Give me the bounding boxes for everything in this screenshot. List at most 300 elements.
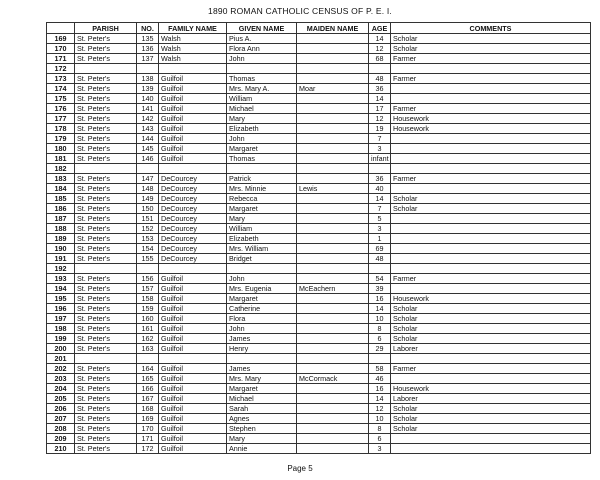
cell-maiden-name [297, 304, 369, 314]
page-number: Page 5 [287, 464, 313, 473]
cell-maiden-name [297, 344, 369, 354]
cell-family-name: Walsh [159, 54, 227, 64]
cell-maiden-name [297, 64, 369, 74]
cell-family-name: Guilfoil [159, 154, 227, 164]
cell-given-name: Mrs. Mary [227, 374, 297, 384]
cell-number: 149 [137, 194, 159, 204]
cell-parish: St. Peter's [75, 384, 137, 394]
table-row [47, 194, 591, 204]
cell-age: 36 [369, 84, 391, 94]
cell-maiden-name [297, 134, 369, 144]
cell-given-name: Rebecca [227, 194, 297, 204]
cell-parish: St. Peter's [75, 444, 137, 454]
census-table-body [47, 34, 591, 454]
cell-row-number: 169 [47, 34, 75, 44]
cell-parish: St. Peter's [75, 274, 137, 284]
cell-row-number: 206 [47, 404, 75, 414]
cell-comments [391, 234, 591, 244]
cell-row-number: 208 [47, 424, 75, 434]
cell-number: 156 [137, 274, 159, 284]
cell-row-number: 209 [47, 434, 75, 444]
cell-comments [391, 184, 591, 194]
cell-parish: St. Peter's [75, 94, 137, 104]
cell-given-name: Margaret [227, 384, 297, 394]
cell-family-name: DeCourcey [159, 204, 227, 214]
cell-age: 1 [369, 234, 391, 244]
cell-given-name: Agnes [227, 414, 297, 424]
cell-parish [75, 64, 137, 74]
cell-age: 46 [369, 374, 391, 384]
cell-age: 8 [369, 424, 391, 434]
table-row [47, 294, 591, 304]
table-row [47, 104, 591, 114]
cell-age: 12 [369, 44, 391, 54]
cell-given-name: Patrick [227, 174, 297, 184]
cell-given-name: William [227, 94, 297, 104]
cell-given-name: William [227, 224, 297, 234]
cell-given-name: Mary [227, 114, 297, 124]
cell-comments [391, 84, 591, 94]
cell-family-name: DeCourcey [159, 224, 227, 234]
cell-maiden-name [297, 444, 369, 454]
cell-row-number: 201 [47, 354, 75, 364]
cell-given-name: Elizabeth [227, 124, 297, 134]
table-row [47, 154, 591, 164]
cell-parish: St. Peter's [75, 44, 137, 54]
cell-maiden-name [297, 314, 369, 324]
cell-row-number: 184 [47, 184, 75, 194]
cell-row-number: 171 [47, 54, 75, 64]
cell-comments: Farmer [391, 54, 591, 64]
cell-row-number: 207 [47, 414, 75, 424]
cell-given-name: John [227, 134, 297, 144]
cell-comments [391, 264, 591, 274]
cell-number: 169 [137, 414, 159, 424]
cell-parish: St. Peter's [75, 364, 137, 374]
cell-family-name: Guilfoil [159, 134, 227, 144]
cell-parish: St. Peter's [75, 284, 137, 294]
table-row [47, 114, 591, 124]
cell-comments [391, 374, 591, 384]
cell-parish: St. Peter's [75, 234, 137, 244]
cell-given-name: Mrs. William [227, 244, 297, 254]
table-row [47, 344, 591, 354]
cell-family-name: Guilfoil [159, 444, 227, 454]
cell-family-name: Guilfoil [159, 74, 227, 84]
cell-row-number: 170 [47, 44, 75, 54]
table-row [47, 94, 591, 104]
cell-given-name: Mrs. Mary A. [227, 84, 297, 94]
table-row [47, 44, 591, 54]
cell-comments: Scholar [391, 204, 591, 214]
cell-comments: Scholar [391, 44, 591, 54]
table-row [47, 404, 591, 414]
cell-family-name: Guilfoil [159, 334, 227, 344]
cell-maiden-name [297, 144, 369, 154]
cell-parish: St. Peter's [75, 174, 137, 184]
cell-family-name [159, 354, 227, 364]
cell-age: 10 [369, 414, 391, 424]
cell-maiden-name: Lewis [297, 184, 369, 194]
cell-family-name: Guilfoil [159, 304, 227, 314]
table-row [47, 274, 591, 284]
cell-number [137, 164, 159, 174]
cell-maiden-name [297, 124, 369, 134]
cell-given-name [227, 264, 297, 274]
cell-comments [391, 284, 591, 294]
table-row [47, 84, 591, 94]
cell-given-name: Bridget [227, 254, 297, 264]
cell-parish: St. Peter's [75, 114, 137, 124]
column-header-parish: PARISH [75, 23, 137, 34]
cell-row-number: 176 [47, 104, 75, 114]
cell-family-name: Guilfoil [159, 314, 227, 324]
cell-comments [391, 164, 591, 174]
cell-age: 14 [369, 34, 391, 44]
cell-comments: Housework [391, 114, 591, 124]
cell-comments: Scholar [391, 334, 591, 344]
table-row [47, 224, 591, 234]
cell-row-number: 183 [47, 174, 75, 184]
cell-maiden-name [297, 294, 369, 304]
cell-comments: Housework [391, 384, 591, 394]
cell-maiden-name [297, 434, 369, 444]
cell-age: 16 [369, 384, 391, 394]
cell-age: 68 [369, 54, 391, 64]
cell-comments [391, 134, 591, 144]
table-header-row [47, 23, 591, 34]
cell-row-number: 195 [47, 294, 75, 304]
cell-maiden-name [297, 394, 369, 404]
cell-number: 137 [137, 54, 159, 64]
cell-given-name: Mary [227, 434, 297, 444]
cell-number: 144 [137, 134, 159, 144]
cell-age: 14 [369, 394, 391, 404]
cell-parish: St. Peter's [75, 374, 137, 384]
cell-age: 7 [369, 204, 391, 214]
cell-number: 143 [137, 124, 159, 134]
cell-comments [391, 144, 591, 154]
cell-given-name: Catherine [227, 304, 297, 314]
cell-number: 161 [137, 324, 159, 334]
cell-maiden-name [297, 204, 369, 214]
cell-comments: Scholar [391, 34, 591, 44]
cell-number: 165 [137, 374, 159, 384]
cell-row-number: 203 [47, 374, 75, 384]
cell-family-name: Guilfoil [159, 294, 227, 304]
table-row [47, 214, 591, 224]
cell-family-name: DeCourcey [159, 244, 227, 254]
cell-number: 171 [137, 434, 159, 444]
cell-given-name: Mrs. Eugenia [227, 284, 297, 294]
table-row [47, 304, 591, 314]
cell-number: 172 [137, 444, 159, 454]
cell-parish: St. Peter's [75, 54, 137, 64]
cell-parish: St. Peter's [75, 324, 137, 334]
cell-parish: St. Peter's [75, 184, 137, 194]
cell-age [369, 264, 391, 274]
cell-row-number: 172 [47, 64, 75, 74]
cell-given-name: Margaret [227, 294, 297, 304]
cell-given-name: Flora Ann [227, 44, 297, 54]
cell-parish: St. Peter's [75, 124, 137, 134]
cell-family-name: Guilfoil [159, 414, 227, 424]
cell-age: 8 [369, 324, 391, 334]
cell-number: 159 [137, 304, 159, 314]
cell-given-name: John [227, 54, 297, 64]
cell-maiden-name [297, 354, 369, 364]
cell-number: 154 [137, 244, 159, 254]
cell-comments [391, 244, 591, 254]
cell-comments [391, 64, 591, 74]
cell-age: 40 [369, 184, 391, 194]
cell-age: 14 [369, 304, 391, 314]
cell-comments [391, 214, 591, 224]
cell-comments: Laborer [391, 394, 591, 404]
cell-family-name: Guilfoil [159, 364, 227, 374]
cell-family-name: DeCourcey [159, 214, 227, 224]
cell-comments: Housework [391, 124, 591, 134]
cell-family-name: Guilfoil [159, 434, 227, 444]
table-row [47, 204, 591, 214]
cell-comments: Scholar [391, 324, 591, 334]
cell-maiden-name [297, 234, 369, 244]
cell-given-name: Mrs. Minnie [227, 184, 297, 194]
cell-family-name: Guilfoil [159, 404, 227, 414]
cell-row-number: 186 [47, 204, 75, 214]
table-row [47, 284, 591, 294]
cell-age: 14 [369, 94, 391, 104]
cell-row-number: 204 [47, 384, 75, 394]
cell-family-name: Guilfoil [159, 284, 227, 294]
cell-age: infant [369, 154, 391, 164]
cell-age: 3 [369, 444, 391, 454]
cell-age: 3 [369, 144, 391, 154]
cell-family-name: Guilfoil [159, 144, 227, 154]
cell-number: 163 [137, 344, 159, 354]
cell-family-name [159, 64, 227, 74]
cell-family-name: Guilfoil [159, 384, 227, 394]
cell-given-name [227, 164, 297, 174]
table-row [47, 254, 591, 264]
cell-row-number: 175 [47, 94, 75, 104]
cell-row-number: 180 [47, 144, 75, 154]
table-row [47, 324, 591, 334]
cell-parish: St. Peter's [75, 204, 137, 214]
cell-number: 167 [137, 394, 159, 404]
cell-given-name: James [227, 334, 297, 344]
cell-number: 160 [137, 314, 159, 324]
cell-given-name: Sarah [227, 404, 297, 414]
cell-given-name [227, 354, 297, 364]
cell-age: 7 [369, 134, 391, 144]
cell-number: 148 [137, 184, 159, 194]
cell-comments: Laborer [391, 344, 591, 354]
cell-row-number: 202 [47, 364, 75, 374]
cell-number: 150 [137, 204, 159, 214]
cell-maiden-name [297, 384, 369, 394]
cell-age [369, 354, 391, 364]
table-row [47, 74, 591, 84]
cell-number: 142 [137, 114, 159, 124]
cell-family-name [159, 164, 227, 174]
cell-number: 162 [137, 334, 159, 344]
column-header-comments: COMMENTS [391, 23, 591, 34]
cell-given-name: Margaret [227, 204, 297, 214]
cell-maiden-name [297, 324, 369, 334]
column-header-family-name: FAMILY NAME [159, 23, 227, 34]
cell-family-name: DeCourcey [159, 234, 227, 244]
cell-age: 16 [369, 294, 391, 304]
cell-comments: Scholar [391, 424, 591, 434]
cell-family-name: DeCourcey [159, 174, 227, 184]
cell-maiden-name [297, 194, 369, 204]
column-header-maiden-name: MAIDEN NAME [297, 23, 369, 34]
cell-comments: Farmer [391, 274, 591, 284]
table-row [47, 314, 591, 324]
cell-family-name: Guilfoil [159, 394, 227, 404]
cell-number: 166 [137, 384, 159, 394]
cell-parish: St. Peter's [75, 84, 137, 94]
cell-number: 146 [137, 154, 159, 164]
cell-given-name [227, 64, 297, 74]
cell-given-name: Pius A. [227, 34, 297, 44]
cell-parish: St. Peter's [75, 104, 137, 114]
cell-age: 17 [369, 104, 391, 114]
cell-maiden-name [297, 264, 369, 274]
cell-family-name: Walsh [159, 34, 227, 44]
cell-maiden-name: McEachern [297, 284, 369, 294]
cell-number: 152 [137, 224, 159, 234]
cell-family-name [159, 264, 227, 274]
cell-maiden-name [297, 334, 369, 344]
cell-comments: Housework [391, 294, 591, 304]
cell-number: 170 [137, 424, 159, 434]
cell-parish: St. Peter's [75, 224, 137, 234]
cell-comments: Farmer [391, 174, 591, 184]
table-row [47, 234, 591, 244]
cell-row-number: 188 [47, 224, 75, 234]
cell-maiden-name [297, 174, 369, 184]
cell-parish: St. Peter's [75, 254, 137, 264]
table-row [47, 424, 591, 434]
table-row [47, 54, 591, 64]
cell-given-name: Thomas [227, 74, 297, 84]
cell-given-name: John [227, 324, 297, 334]
cell-number: 157 [137, 284, 159, 294]
cell-maiden-name [297, 404, 369, 414]
cell-given-name: Elizabeth [227, 234, 297, 244]
cell-maiden-name [297, 114, 369, 124]
cell-given-name: Margaret [227, 144, 297, 154]
document-title: 1890 ROMAN CATHOLIC CENSUS OF P. E. I. [208, 6, 392, 16]
cell-age: 3 [369, 224, 391, 234]
cell-family-name: Guilfoil [159, 114, 227, 124]
cell-family-name: Guilfoil [159, 344, 227, 354]
cell-row-number: 178 [47, 124, 75, 134]
cell-given-name: Henry [227, 344, 297, 354]
cell-given-name: Annie [227, 444, 297, 454]
cell-row-number: 196 [47, 304, 75, 314]
cell-maiden-name [297, 214, 369, 224]
cell-row-number: 187 [47, 214, 75, 224]
cell-row-number: 189 [47, 234, 75, 244]
cell-given-name: Flora [227, 314, 297, 324]
cell-comments [391, 354, 591, 364]
cell-number: 151 [137, 214, 159, 224]
cell-parish: St. Peter's [75, 34, 137, 44]
cell-parish: St. Peter's [75, 154, 137, 164]
cell-maiden-name: Moar [297, 84, 369, 94]
cell-maiden-name [297, 94, 369, 104]
cell-maiden-name [297, 224, 369, 234]
cell-parish: St. Peter's [75, 294, 137, 304]
cell-number: 147 [137, 174, 159, 184]
cell-number: 158 [137, 294, 159, 304]
cell-comments: Scholar [391, 304, 591, 314]
cell-row-number: 182 [47, 164, 75, 174]
table-row [47, 124, 591, 134]
cell-comments [391, 434, 591, 444]
table-row [47, 134, 591, 144]
cell-maiden-name: McCormack [297, 374, 369, 384]
cell-comments: Scholar [391, 414, 591, 424]
table-row [47, 374, 591, 384]
cell-parish: St. Peter's [75, 414, 137, 424]
cell-comments [391, 154, 591, 164]
cell-number: 168 [137, 404, 159, 414]
cell-number: 145 [137, 144, 159, 154]
cell-row-number: 210 [47, 444, 75, 454]
cell-number: 153 [137, 234, 159, 244]
cell-age: 69 [369, 244, 391, 254]
column-header-age: AGE [369, 23, 391, 34]
cell-age: 19 [369, 124, 391, 134]
cell-row-number: 199 [47, 334, 75, 344]
table-row [47, 384, 591, 394]
cell-family-name: Guilfoil [159, 94, 227, 104]
cell-comments [391, 254, 591, 264]
cell-age: 12 [369, 114, 391, 124]
table-row [47, 334, 591, 344]
cell-parish: St. Peter's [75, 404, 137, 414]
cell-comments [391, 224, 591, 234]
cell-row-number: 205 [47, 394, 75, 404]
cell-age: 12 [369, 404, 391, 414]
cell-parish: St. Peter's [75, 344, 137, 354]
column-header-number: NO. [137, 23, 159, 34]
table-row [47, 64, 591, 74]
cell-row-number: 179 [47, 134, 75, 144]
cell-family-name: Guilfoil [159, 374, 227, 384]
cell-age: 10 [369, 314, 391, 324]
cell-number: 141 [137, 104, 159, 114]
cell-comments: Scholar [391, 404, 591, 414]
cell-given-name: Stephen [227, 424, 297, 434]
cell-age: 48 [369, 74, 391, 84]
cell-row-number: 192 [47, 264, 75, 274]
cell-age: 39 [369, 284, 391, 294]
cell-parish [75, 354, 137, 364]
cell-family-name: Guilfoil [159, 84, 227, 94]
cell-maiden-name [297, 74, 369, 84]
cell-number: 135 [137, 34, 159, 44]
cell-given-name: Michael [227, 104, 297, 114]
cell-age: 5 [369, 214, 391, 224]
cell-number [137, 354, 159, 364]
cell-family-name: Walsh [159, 44, 227, 54]
cell-comments: Farmer [391, 74, 591, 84]
